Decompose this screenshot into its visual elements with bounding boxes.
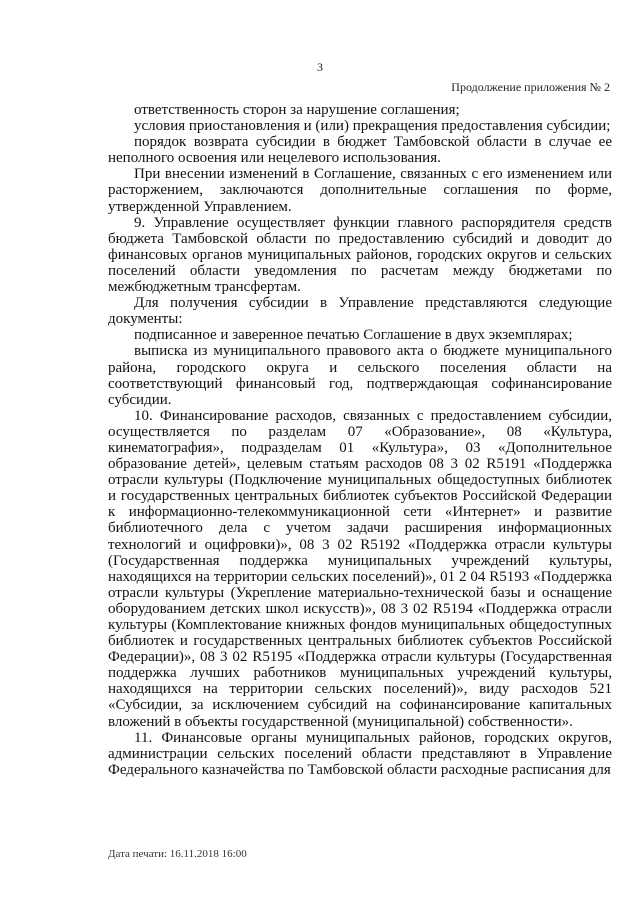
appendix-continuation-label: Продолжение приложения № 2	[451, 80, 610, 94]
paragraph: 11. Финансовые органы муниципальных районов, городских округов, администрации сельских поселений области представляют в Управление Федерального казначейства по Тамбовской области расходные расписания для	[108, 729, 612, 778]
paragraph: ответственность сторон за нарушение соглашения;	[134, 102, 460, 118]
paragraph: 9. Управление осуществляет функции главного распорядителя средств бюджета Тамбовской области по предоставлению субсидий и доводит до финансовых органов муниципальных районов, городских округов и сельских поселений области уведомления по расчетам между бюджетами по межбюджетным трансфертам.	[108, 214, 612, 296]
paragraph: подписанное и заверенное печатью Соглашение в двух экземплярах;	[134, 327, 573, 344]
paragraph: порядок возврата субсидии в бюджет Тамбовской области в случае ее неполного освоения или нецелевого использования.	[108, 134, 612, 167]
paragraph: выписка из муниципального правового акта о бюджете муниципального района, городского округа и сельского поселения области на соответствующий финансовый год, подтверждающая софинансирование субсидии.	[108, 343, 612, 408]
paragraph: При внесении изменений в Соглашение, связанных с его изменением или расторжением, заключаются дополнительные соглашения по форме, утвержденной Управлением.	[108, 166, 612, 215]
paragraph: Для получения субсидии в Управление представляются следующие документы:	[108, 295, 612, 328]
paragraph: 10. Финансирование расходов, связанных с предоставлением субсидии, осуществляется по разделам 07 «Образование», 08 «Культура, кинематография», подразделам 01 «Культура», 03 «Дополнительное образование детей», целевым статьям расходов 08 3 02 R5191 «Поддержка отрасли культуры (Подключение муниципальных общедоступных библиотек и государственных центральных библиотек субъектов Российской Федерации к информационно-телекоммуникационной сети «Интернет» и развитие библиотечного дела с учетом задачи расширения информационных технологий и оцифровки)», 08 3 02 R5192 «Поддержка отрасли культуры (Государственная поддержка муниципальных учреждений культуры, находящихся на территории сельских поселений)», 01 2 04 R5193 «Поддержка отрасли культуры (Укрепление материально-технической базы и оснащение оборудованием детских школ искусств)», 08 3 02 R5194 «Поддержка отрасли культуры (Комплектование книжных фондов муниципальных общедоступных библиотек и государственных центральных библиотек субъектов Российской Федерации)», 08 3 02 R5195 «Поддержка отрасли культуры (Государственная поддержка лучших работников муниципальных учреждений культуры, находящихся на территории сельских поселений)», виду расходов 521 «Субсидии, за исключением субсидий на софинансирование капитальных вложений в объекты государственной (муниципальной) собственности».	[108, 407, 612, 730]
paragraph: условия приостановления и (или) прекращения предоставления субсидии;	[134, 118, 611, 135]
page-number: 3	[317, 60, 323, 74]
document-body	[108, 102, 612, 778]
print-date-footer: Дата печати: 16.11.2018 16:00	[108, 848, 247, 860]
